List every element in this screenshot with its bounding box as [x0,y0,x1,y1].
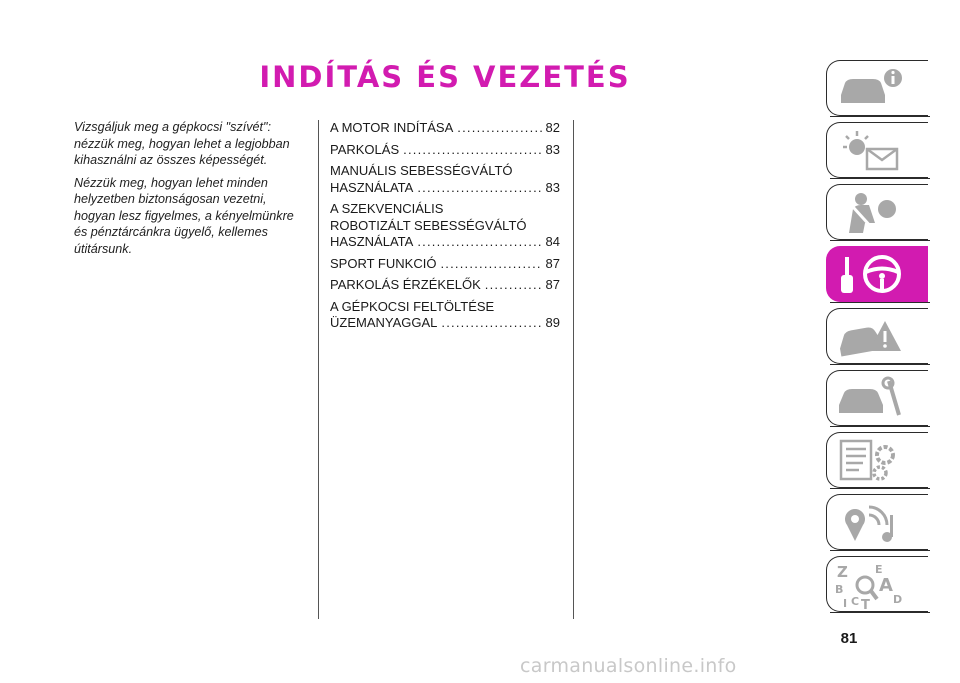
toc-entry-6[interactable] [330,299,560,332]
tab-index[interactable] [826,556,928,612]
toc-label: PARKOLÁS [330,141,400,157]
toc-label: HASZNÁLATA [330,179,414,195]
intro-paragraph-2: Nézzük meg, hogyan lehet minden helyzetben biztonságosan vezetni, hogyan lesz figyelmes, a kényelmünkre és pénztárcánkra ügyelő, kellemes útitársunk. [74,175,294,256]
toc-page-number: 83 [545,141,560,157]
car-accident-warning-icon [835,313,905,359]
car-info-icon [835,65,905,111]
key-steering-wheel-icon [835,251,905,297]
tab-maintenance[interactable] [826,370,928,426]
toc-label: A MOTOR INDÍTÁSA [330,120,454,135]
page-number: 81 [840,630,858,647]
toc-entry-4[interactable] [330,256,560,273]
svg-text:D: D [893,593,903,606]
table-of-contents [330,120,560,337]
multimedia-signal-icon [835,499,905,545]
toc-entry-2[interactable] [330,163,560,196]
seatbelt-airbag-icon [835,189,905,235]
toc-label-line: A SZEKVENCIÁLIS [330,201,444,216]
toc-page-number: 87 [545,255,560,271]
warning-light-envelope-icon [835,127,905,173]
toc-page-number: 82 [545,120,560,135]
watermark: carmanualsonline.info [520,655,737,677]
toc-page-number: 87 [545,277,560,292]
tab-technical-data[interactable] [826,432,928,488]
toc-label-line: A GÉPKOCSI FELTÖLTÉSE [330,298,495,314]
toc-entry-5[interactable] [330,277,560,294]
intro-text [74,119,299,263]
tab-emergency[interactable] [826,308,928,364]
tab-warning-lights[interactable] [826,122,928,178]
svg-text:T: T [861,598,870,611]
toc-label: PARKOLÁS ÉRZÉKELŐK [330,277,481,292]
toc-label: SPORT FUNKCIÓ [330,255,437,271]
toc-page-number: 89 [545,315,560,330]
alphabet-index-icon [835,561,905,611]
toc-label: HASZNÁLATA [330,234,414,249]
tab-starting-driving[interactable] [826,246,928,302]
tab-safety[interactable] [826,184,928,240]
svg-text:C: C [851,595,860,608]
page-title: INDÍTÁS ÉS VEZETÉS [259,60,631,94]
tab-multimedia[interactable] [826,494,928,550]
toc-label-line: ROBOTIZÁLT SEBESSÉGVÁLTÓ [330,217,527,233]
svg-text:E: E [875,563,883,576]
tab-car-info[interactable] [826,60,928,116]
column-divider-left [318,120,319,619]
car-wrench-icon [835,375,905,421]
svg-text:I: I [843,597,848,610]
toc-label-line: MANUÁLIS SEBESSÉGVÁLTÓ [330,163,513,178]
toc-entry-3[interactable] [330,201,560,251]
toc-entry-1[interactable] [330,142,560,159]
column-divider-right [573,120,574,619]
toc-label: ÜZEMANYAGGAL [330,315,438,330]
svg-text:A: A [879,575,893,596]
svg-text:B: B [835,583,844,596]
toc-page-number: 83 [545,179,560,195]
intro-paragraph-1: Vizsgáljuk meg a gépkocsi "szívét": nézzük meg, hogyan lehet a legjobban kihasználni az összes képességét. [74,120,290,167]
toc-entry-0[interactable] [330,120,560,137]
spec-sheet-gears-icon [835,437,905,483]
toc-page-number: 84 [545,234,560,249]
svg-text:Z: Z [837,563,848,581]
